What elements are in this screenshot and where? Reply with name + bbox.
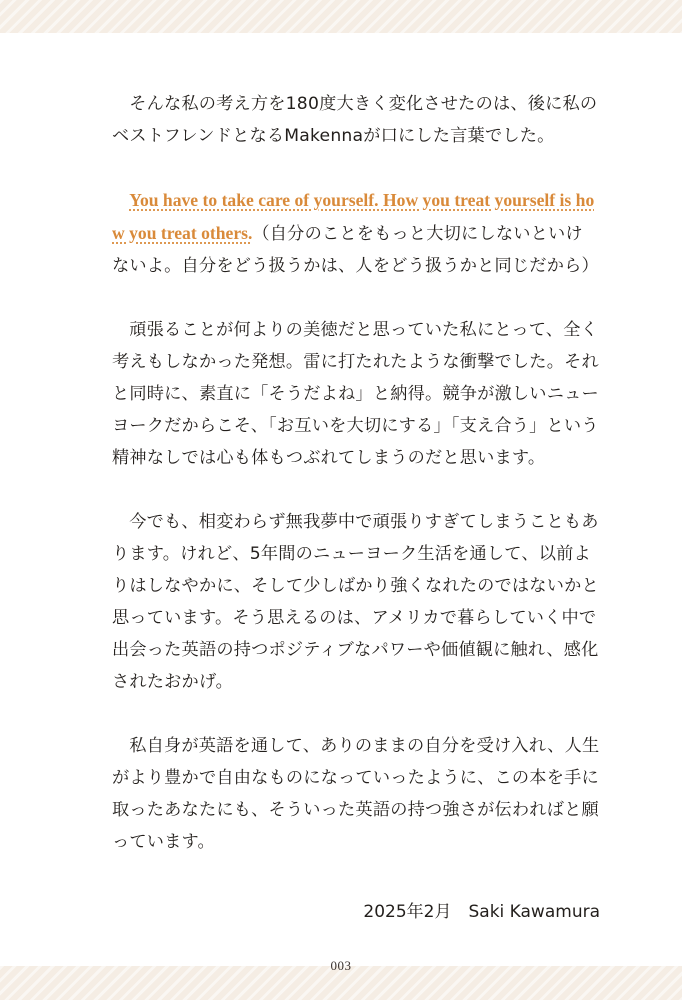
paragraph-5: 私自身が英語を通して、ありのままの自分を受け入れ、人生がより豊かで自由なものになっていったように、この本を手に取ったあなたにも、そういった英語の持つ強さが伝わればと願っています。 [112,736,600,852]
signature: 2025年2月 Saki Kawamura [363,902,600,922]
quote-paragraph [112,184,600,282]
japanese-translation: （自分のことをもっと大切にしないといけないよ。自分をどう扱うかは、人をどう扱うかと同じだから） [112,224,599,276]
page-body [112,88,600,928]
top-decorative-band [0,0,682,33]
paragraph-4: 今でも、相変わらず無我夢中で頑張りすぎてしまうこともあります。けれど、5年間のニューヨーク生活を通して、以前よりはしなやかに、そして少しばかり強くなれたのではないかと思っています。そう思えるのは、アメリカで暮らしていく中で出会った英語の持つポジティブなパワーや価値観に触れ、感化されたおかげ。 [112,512,599,692]
page-number: 003 [330,958,352,973]
english-quote: You have to take care of yourself. How you treat yourself is how you treat others. [112,190,595,243]
paragraph-3: 頑張ることが何よりの美徳だと思っていた私にとって、全く考えもしなかった発想。雷に打たれたような衝撃でした。それと同時に、素直に「そうだよね」と納得。競争が激しいニューヨークだからこそ、「お互いを大切にする」「支え合う」という精神なしでは心も体もつぶれてしまうのだと思います。 [112,320,599,468]
paragraph-1: そんな私の考え方を180度大きく変化させたのは、後に私のベストフレンドとなるMakennaが口にした言葉でした。 [112,94,598,146]
